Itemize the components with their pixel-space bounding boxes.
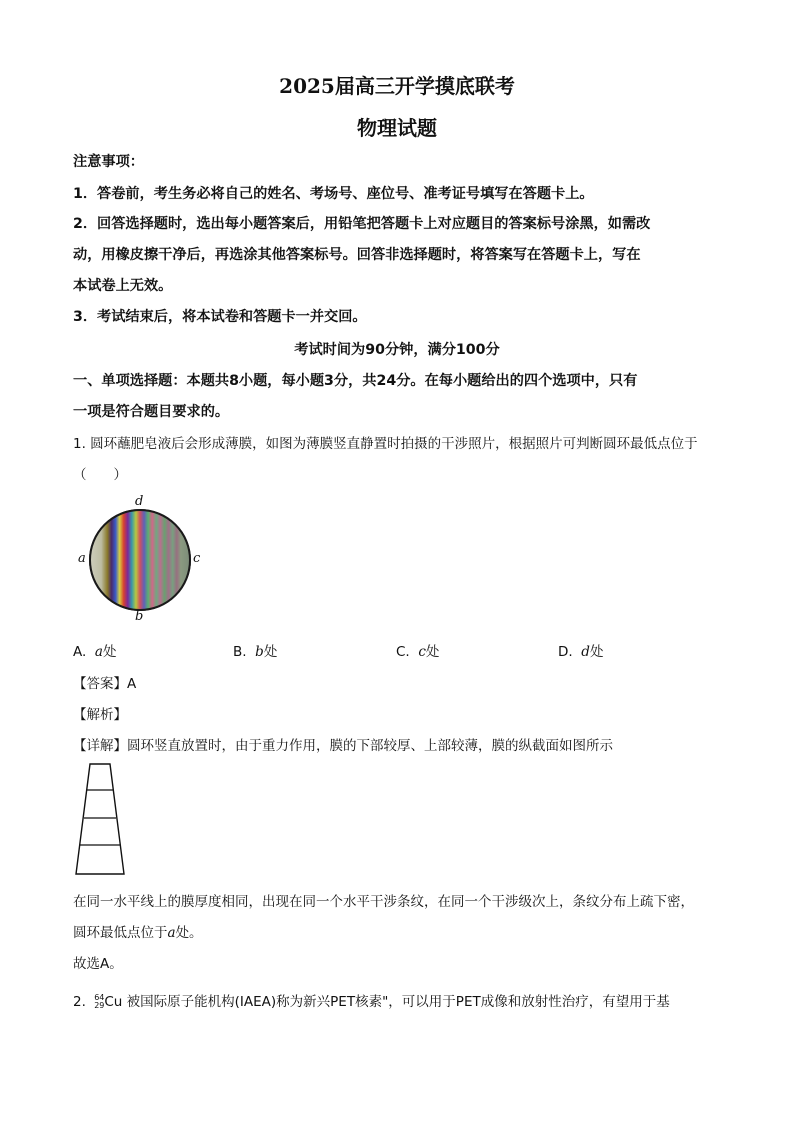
atomic-number: 29 [94,1001,105,1010]
option-b-key: B. [233,644,247,660]
option-a-text: 处 [102,644,117,660]
notice-item-3: 3．考试结束后，将本试卷和答题卡一并交回。 [73,309,367,325]
conclusion: 故选A。 [73,956,123,972]
option-d [558,640,603,660]
explain-line-2 [73,921,203,941]
option-c-var: c [418,644,426,660]
option-d-text: 处 [589,644,604,660]
interference-photo [75,495,205,625]
detail-text: 【详解】圆环竖直放置时，由于重力作用，膜的下部较厚、上部较薄，膜的纵截面如图所示 [73,738,613,754]
notice-heading: 注意事项： [73,154,144,170]
q1-stem-line-2: （ ） [73,467,127,483]
option-d-var: d [581,644,590,660]
label-d: d [135,494,144,509]
section-1-line-1: 一、单项选择题：本题共8小题，每小题3分，共24分。在每小题给出的四个选项中，只有 [73,373,638,389]
notice-item-2-line-2: 动，用橡皮擦干净后，再选涂其他答案标号。回答非选择题时，将答案写在答题卡上，写在 [73,247,641,263]
label-a: a [78,551,86,566]
answer: 【答案】A [73,676,137,692]
explain-line-2-pre: 圆环最低点位于 [73,925,168,941]
exam-info: 考试时间为90分钟，满分100分 [294,342,500,358]
q1-stem-line-1: 1. 圆环蘸肥皂液后会形成薄膜，如图为薄膜竖直静置时拍摄的干涉照片，根据照片可判断圆环最低点位于 [73,436,698,452]
subject-title: 物理试题 [357,116,437,140]
exam-title: 2025届高三开学摸底联考 [279,74,515,98]
q2-text: 被国际原子能机构(IAEA)称为新兴PET核素"，可以用于PET成像和放射性治疗，有望用于基 [126,994,670,1010]
trapezoid-outline [76,764,124,874]
option-a [73,640,116,660]
nuclide-indices [94,994,104,1010]
option-d-key: D. [558,644,573,660]
notice-item-2-line-3: 本试卷上无效。 [73,278,173,294]
option-b [233,640,277,660]
analysis-heading: 【解析】 [73,707,127,723]
mass-number: 64 [94,993,105,1002]
section-1-line-2: 一项是符合题目要求的。 [73,404,230,420]
option-a-key: A. [73,644,87,660]
option-b-var: b [255,644,264,660]
option-c-text: 处 [425,644,440,660]
notice-item-1: 1．答卷前，考生务必将自己的姓名、考场号、座位号、准考证号填写在答题卡上。 [73,186,594,202]
option-a-var: a [94,644,103,660]
film-cross-section [72,762,128,878]
option-b-text: 处 [263,644,278,660]
notice-item-2-line-1: 2．回答选择题时，选出每小题答案后，用铅笔把答题卡上对应题目的答案标号涂黑，如需改 [73,216,651,232]
explain-line-1: 在同一水平线上的膜厚度相同，出现在同一个水平干涉条纹，在同一个干涉级次上，条纹分布上疏下密， [73,894,694,910]
q2-line-1 [73,990,670,1010]
explain-line-2-var: a [167,925,176,941]
label-b: b [135,609,144,624]
q2-number: 2. [73,994,86,1010]
option-c-key: C. [396,644,410,660]
element-symbol: Cu [104,994,123,1010]
explain-line-2-post: 处。 [175,925,203,941]
option-c [396,640,439,660]
label-c: c [193,551,201,566]
